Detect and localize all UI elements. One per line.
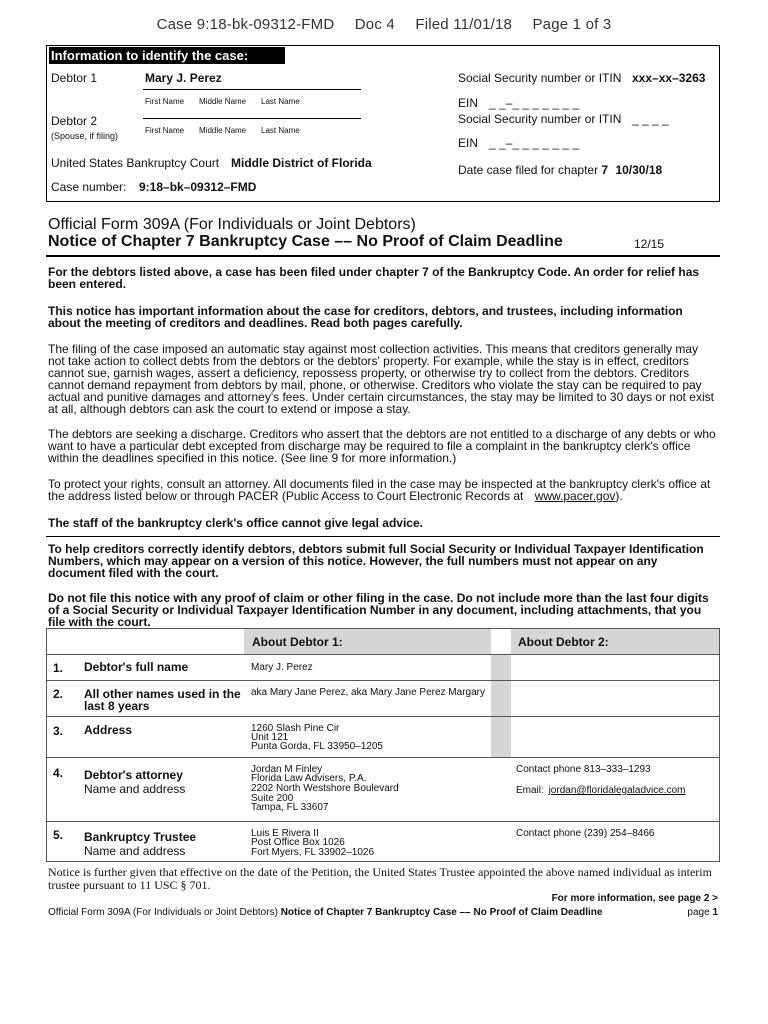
paragraph-identify-debtors: To help creditors correctly identify debtors, debtors submit full Social Security or Individual Taxpayer Identification Numbers, which may appear on a version of this notice. However, the full numbers must not appear on any document filed with the court.	[48, 542, 704, 580]
form-revision: 12/15	[634, 237, 665, 251]
attorney-phone: Contact phone 813–333–1293	[516, 764, 651, 775]
protect-rights-text: To protect your rights, consult an attorney. All documents filed in the case may be inspected at the bankruptcy clerk's office at the address listed below or through PACER (Public Access to Court Electronic Records at	[48, 477, 711, 503]
ein1-label: EIN	[458, 96, 479, 110]
paragraph-protect-rights	[48, 478, 716, 502]
case-number-value: 9:18–bk–09312–FMD	[139, 180, 257, 194]
court-value: Middle District of Florida	[231, 156, 372, 170]
header-filed: Filed 11/01/18	[415, 16, 513, 33]
ssn2-label: Social Security number or ITIN	[458, 112, 622, 126]
case-identification-box	[46, 45, 720, 202]
attorney-email	[516, 786, 685, 796]
row-number: 3.	[53, 724, 64, 738]
ein1-blank: _ _–_ _ _ _ _ _ _	[489, 96, 580, 110]
row-label-sub: last 8 years	[84, 699, 150, 713]
debtor2-first-name-caption: First Name	[145, 126, 185, 135]
paragraph-no-legal-advice: The staff of the bankruptcy clerk's office cannot give legal advice.	[48, 516, 423, 530]
attorney-email-link[interactable]: jordan@floridalegaladvice.com	[548, 785, 686, 796]
attorney-line: Tampa, FL 33607	[251, 802, 329, 813]
ssn2-blank: _ _ _ _	[632, 112, 669, 126]
debtor2-middle-name-caption: Middle Name	[199, 126, 247, 135]
row-label: Bankruptcy Trustee	[84, 830, 197, 844]
notice-interim-trustee: Notice is further given that effective on the date of the Petition, the United States Trustee appointed the above named individual as interim trustee pursuant to 11 USC § 701.	[48, 865, 712, 892]
trustee-line: Fort Myers, FL 33902–1026	[251, 847, 375, 858]
debtor2-spouse-note: (Spouse, if filing)	[51, 131, 119, 141]
paragraph-automatic-stay: The filing of the case imposed an automatic stay against most collection activities. This means that creditors generally may not take action to collect debts from the debtors or the debtors' property. For example, while the stay is in effect, creditors cannot sue, garnish wages, assert a deficiency, repossess property, or otherwise try to collect from the debtors. Creditors cannot demand repayment from debtors by mail, phone, or otherwise. Creditors who violate the stay can be required to pay actual and punitive damages and attorney's fees. Under certain circumstances, the stay may be limited to 30 days or not exist at all, although debtors can ask the court to extend or impose a stay.	[48, 342, 714, 416]
debtor1-first-name-caption: First Name	[145, 97, 185, 106]
official-form-title: Official Form 309A (For Individuals or Joint Debtors)	[48, 216, 416, 233]
header-doc: Doc 4	[354, 16, 395, 33]
attorney-line: Jordan M Finley	[251, 764, 323, 775]
date-filed-label	[458, 163, 662, 177]
email-label: Email:	[516, 785, 544, 796]
debtor-info-table	[46, 628, 720, 861]
paragraph-do-not-file: Do not file this notice with any proof of claim or other filing in the case. Do not include more than the last four digits of a Social Security or Individual Taxpayer Identification Number in any document, including attachments, that you file with the court.	[48, 591, 709, 629]
debtor1-label: Debtor 1	[51, 71, 98, 85]
ssn1-label: Social Security number or ITIN	[458, 71, 622, 85]
table-header-row	[47, 628, 719, 654]
table-row	[47, 716, 719, 757]
notice-title: Notice of Chapter 7 Bankruptcy Case –– No Proof of Claim Deadline	[48, 233, 563, 250]
chapter-number: 7	[601, 163, 609, 177]
footer-form-title: Notice of Chapter 7 Bankruptcy Case –– No Proof of Claim Deadline	[280, 907, 603, 918]
attorney-line: 2202 North Westshore Boulevard	[251, 783, 399, 794]
trustee-line: Post Office Box 1026	[251, 837, 345, 848]
title-rule	[46, 255, 720, 257]
header-page: Page 1 of 3	[532, 16, 612, 33]
debtor1-address-line: Punta Gorda, FL 33950–1205	[251, 741, 383, 752]
trustee-line: Luis E Rivera II	[251, 828, 319, 839]
debtor2-last-name-caption: Last Name	[261, 126, 300, 135]
table-row	[47, 680, 719, 716]
protect-rights-end: ).	[615, 489, 623, 503]
row-label-sub: Name and address	[84, 844, 186, 858]
row-label: Address	[84, 723, 133, 737]
attorney-line: Suite 200	[251, 793, 294, 804]
row-number: 4.	[53, 766, 64, 780]
ein2-blank: _ _–_ _ _ _ _ _ _	[489, 136, 580, 150]
debtor1-address-line: 1260 Slash Pine Cir	[251, 723, 340, 734]
court-label: United States Bankruptcy Court	[51, 156, 220, 170]
row-number: 2.	[53, 687, 64, 701]
debtor2-column-header: About Debtor 2:	[518, 635, 609, 649]
footer-form-name: Official Form 309A (For Individuals or Joint Debtors)	[48, 907, 278, 918]
more-info-note: For more information, see page 2 >	[551, 893, 718, 904]
table-row	[47, 757, 719, 821]
case-header	[0, 16, 768, 33]
footer-page-number: 1	[712, 907, 718, 918]
paragraph-discharge: The debtors are seeking a discharge. Creditors who assert that the debtors are not entitled to a discharge of any debts or who want to have a particular debt excepted from discharge may be required to file a complaint in the bankruptcy clerk's office within the deadlines specified in this notice. (See line 9 for more information.)	[48, 427, 716, 465]
debtor2-label: Debtor 2	[51, 114, 98, 128]
row-label: All other names used in the	[84, 687, 241, 701]
pacer-link[interactable]: www.pacer.gov	[534, 489, 616, 503]
debtor1-last-name-caption: Last Name	[261, 97, 300, 106]
ein2-label: EIN	[458, 136, 479, 150]
debtor1-middle-name-caption: Middle Name	[199, 97, 247, 106]
footer-page-label: page	[687, 907, 710, 918]
header-case-number: Case 9:18-bk-09312-FMD	[156, 16, 335, 33]
debtor1-other-names: aka Mary Jane Perez, aka Mary Jane Perez Margary	[251, 687, 485, 698]
id-box-title: Information to identify the case:	[49, 47, 285, 64]
row-number: 5.	[53, 828, 64, 842]
table-row	[47, 821, 719, 861]
date-filed-value: 10/30/18	[615, 163, 663, 177]
table-row	[47, 654, 719, 680]
table-bottom-rule	[46, 861, 720, 862]
case-number-label: Case number:	[51, 180, 127, 194]
row-number: 1.	[53, 661, 64, 675]
debtor2-line	[143, 118, 361, 119]
attorney-line: Florida Law Advisers, P.A.	[251, 773, 367, 784]
row-label-sub: Name and address	[84, 782, 186, 796]
debtor1-name: Mary J. Perez	[145, 71, 222, 85]
ssn1-value: xxx–xx–3263	[632, 71, 706, 85]
row-label: Debtor's attorney	[84, 768, 183, 782]
debtor1-full-name: Mary J. Perez	[251, 662, 313, 673]
debtor1-column-header: About Debtor 1:	[252, 635, 343, 649]
paragraph-case-filed: For the debtors listed above, a case has been filed under chapter 7 of the Bankruptcy Code. An order for relief has been entered.	[48, 265, 700, 291]
trustee-phone: Contact phone (239) 254–8466	[516, 828, 655, 839]
paragraph-important-info: This notice has important information about the case for creditors, debtors, and trustees, including information about the meeting of creditors and deadlines. Read both pages carefully.	[48, 304, 683, 330]
footer-form-line	[48, 907, 602, 918]
row-label: Debtor's full name	[84, 660, 189, 674]
legal-advice-rule	[46, 536, 720, 537]
date-filed-text: Date case filed for chapter	[458, 163, 599, 177]
debtor1-line	[143, 89, 361, 90]
footer-page	[687, 907, 718, 918]
debtor1-address-line: Unit 121	[251, 732, 289, 743]
